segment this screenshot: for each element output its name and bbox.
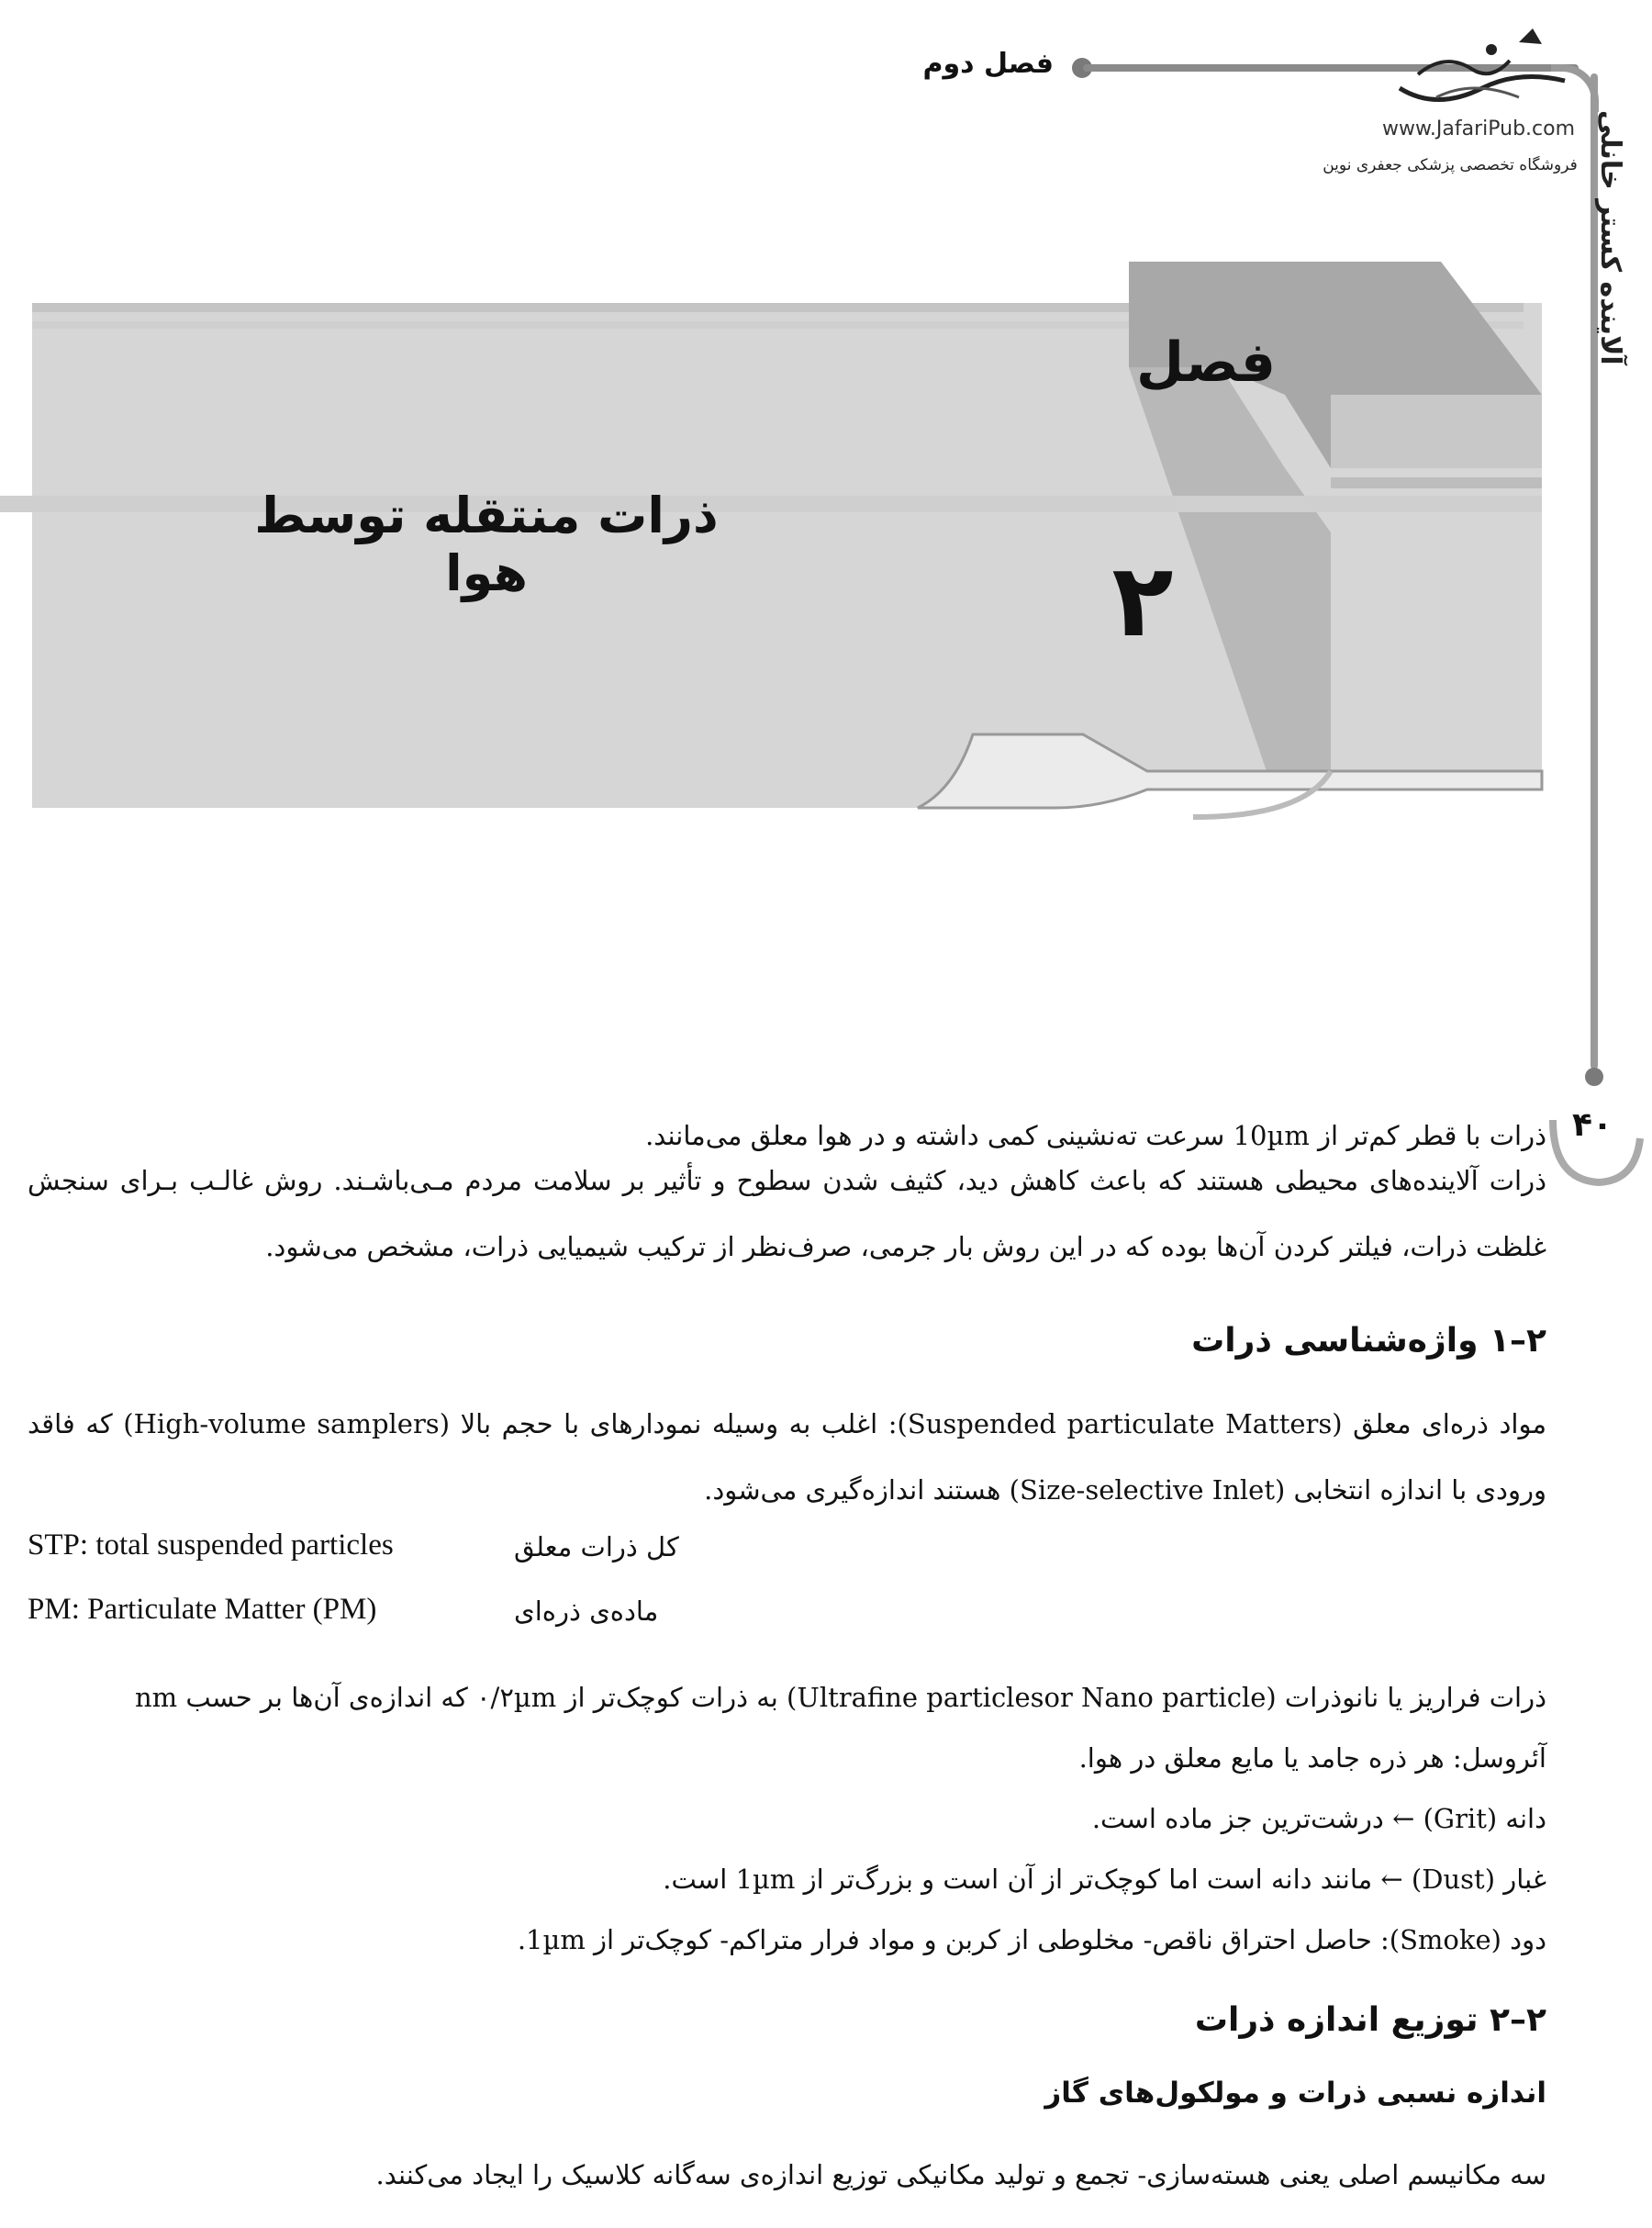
publisher-shop-name: فروشگاه تخصصی پزشکی جعفری نوین (1323, 156, 1578, 174)
section-heading-terminology: ۲–۱ واژه‌شناسی ذرات (1191, 1322, 1546, 1360)
side-rule-dot (1585, 1068, 1603, 1086)
book-title-vertical: آلاینده کستر خانلی (1594, 110, 1626, 365)
subsection-heading-relative-size: اندازه نسبی ذرات و مولکول‌های گاز (1044, 2077, 1546, 2110)
definition-smoke: دود (Smoke): حاصل احتراق ناقص- مخلوطی از کربن و مواد فرار متراکم- کوچک‌تر از 1µm. (517, 1924, 1546, 1955)
definition-aerosol: آئروسل: هر ذره جامد یا مایع معلق در هوا. (1078, 1742, 1546, 1774)
definition-grit: دانه (Grit) ← درشت‌ترین جز ماده است. (1091, 1803, 1546, 1834)
publisher-url: www.JafariPub.com (1381, 118, 1576, 140)
intro-paragraph-1: ذرات با قطر کم‌تر از 10µm سرعت ته‌نشینی کمی داشته و در هوا معلق می‌مانند. (645, 1120, 1546, 1151)
abbreviation-en-pm: PM: Particulate Matter (PM) (28, 1593, 377, 1626)
intro-paragraph-2: ذرات آلاینده‌های محیطی هستند که باعث کاهش دید، کثیف شدن سطوح و تأثیر بر سلامت مردم مـی‌باشـند. روش غالـب بـرای سنجش غلظت ذرات، فیلتر کردن آن‌ها بوده که در این روش بار جرمی، صرف‌نظر از ترکیب شیمیایی ذرات، مشخص می‌شود. (28, 1165, 1546, 1262)
chapter-title: ذرات منتقله توسط هوا (254, 487, 719, 602)
section-heading-size-distribution: ۲–۲ توزیع اندازه ذرات (1194, 2001, 1546, 2039)
definition-ultrafine: ذرات فراریز یا نانوذرات (Ultrafine particlesor Nano particle) به ذرات کوچک‌تر از ۰/۲µm که اندازه‌ی آن‌ها بر حسب nm (135, 1682, 1546, 1713)
page-number: ۴۰ (1572, 1106, 1613, 1144)
section-paragraph-suspended-matters: مواد ذره‌ای معلق (Suspended particulate Matters): اغلب به وسیله نمودارهای با حجم بالا (High-volume samplers) که فاقد ورودی با اندازه انتخابی (Size-selective Inlet) هستند اندازه‌گیری می‌شود. (28, 1408, 1547, 1506)
definition-dust: غبار (Dust) ← مانند دانه است اما کوچک‌تر از آن است و بزرگ‌تر از 1µm است. (663, 1864, 1546, 1895)
running-chapter-title: فصل دوم (922, 48, 1054, 80)
paragraph-mechanisms: سه مکانیسم اصلی یعنی هسته‌سازی- تجمع و تولید مکانیکی توزیع اندازه‌ی سه‌گانه کلاسیک را ایجاد می‌کنند. (375, 2159, 1546, 2190)
publisher-logo-icon (1381, 24, 1576, 112)
chapter-number: ۲ (1111, 542, 1174, 659)
abbreviation-fa-pm: ماده‌ی ذره‌ای (514, 1595, 659, 1627)
abbreviation-fa-stp: کل ذرات معلق (514, 1531, 679, 1562)
chapter-label: فصل (1136, 330, 1276, 395)
abbreviation-en-stp: STP: total suspended particles (28, 1528, 394, 1562)
